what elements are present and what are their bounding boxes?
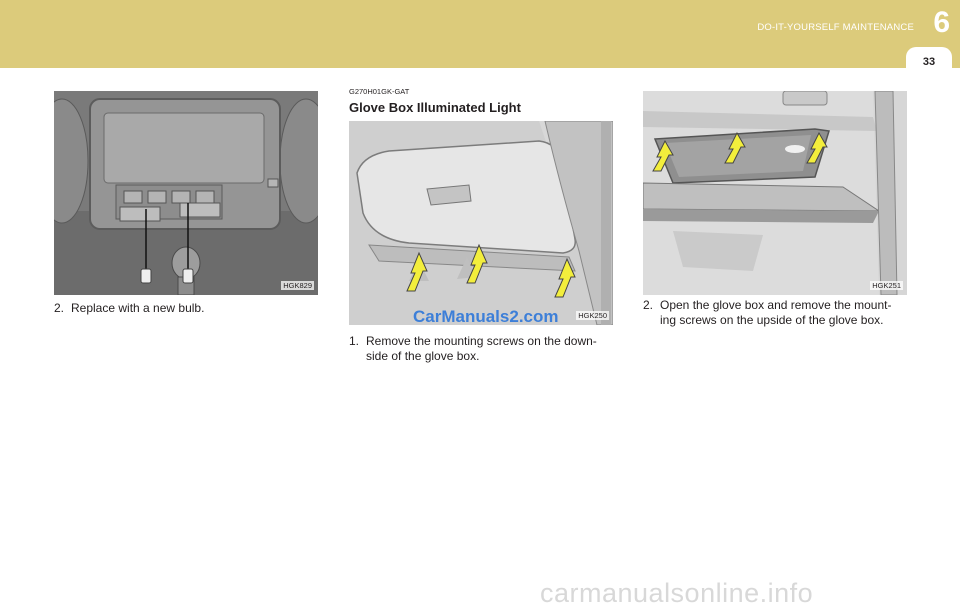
step-replace-bulb — [54, 301, 318, 316]
step-text: Remove the mounting screws on the down-side of the glove box. — [366, 334, 597, 363]
section-code: G270H01GK-GAT — [349, 87, 410, 96]
step-remove-upside-screws — [643, 298, 907, 328]
chapter-title: DO-IT-YOURSELF MAINTENANCE — [757, 22, 914, 33]
footer-site-link[interactable]: carmanualsonline.info — [540, 578, 814, 608]
section-title: Glove Box Illuminated Light — [349, 100, 521, 115]
header-band — [0, 0, 960, 68]
glove-box-downside-illustration — [349, 121, 613, 325]
figure-code-hgk251: HGK251 — [872, 281, 901, 290]
figure-map-lamp — [54, 91, 318, 295]
step-number: 1. — [349, 334, 360, 348]
step-text: Replace with a new bulb. — [71, 301, 205, 315]
glove-box-upside-illustration — [643, 91, 907, 295]
map-lamp-illustration — [54, 91, 318, 295]
figure-glove-box-downside — [349, 121, 613, 325]
step-text: Open the glove box and remove the mount-ing screws on the upside of the glove box. — [660, 298, 892, 327]
step-number: 2. — [54, 301, 65, 315]
step-remove-downside-screws — [349, 334, 613, 364]
figure-glove-box-upside — [643, 91, 907, 295]
page-number: 33 — [922, 56, 936, 68]
chapter-number: 6 — [933, 6, 950, 39]
figure-code-hgk829: HGK829 — [283, 281, 312, 290]
watermark-text: CarManuals2.com — [413, 307, 559, 326]
step-number: 2. — [643, 298, 654, 312]
figure-code-hgk250: HGK250 — [578, 311, 607, 320]
